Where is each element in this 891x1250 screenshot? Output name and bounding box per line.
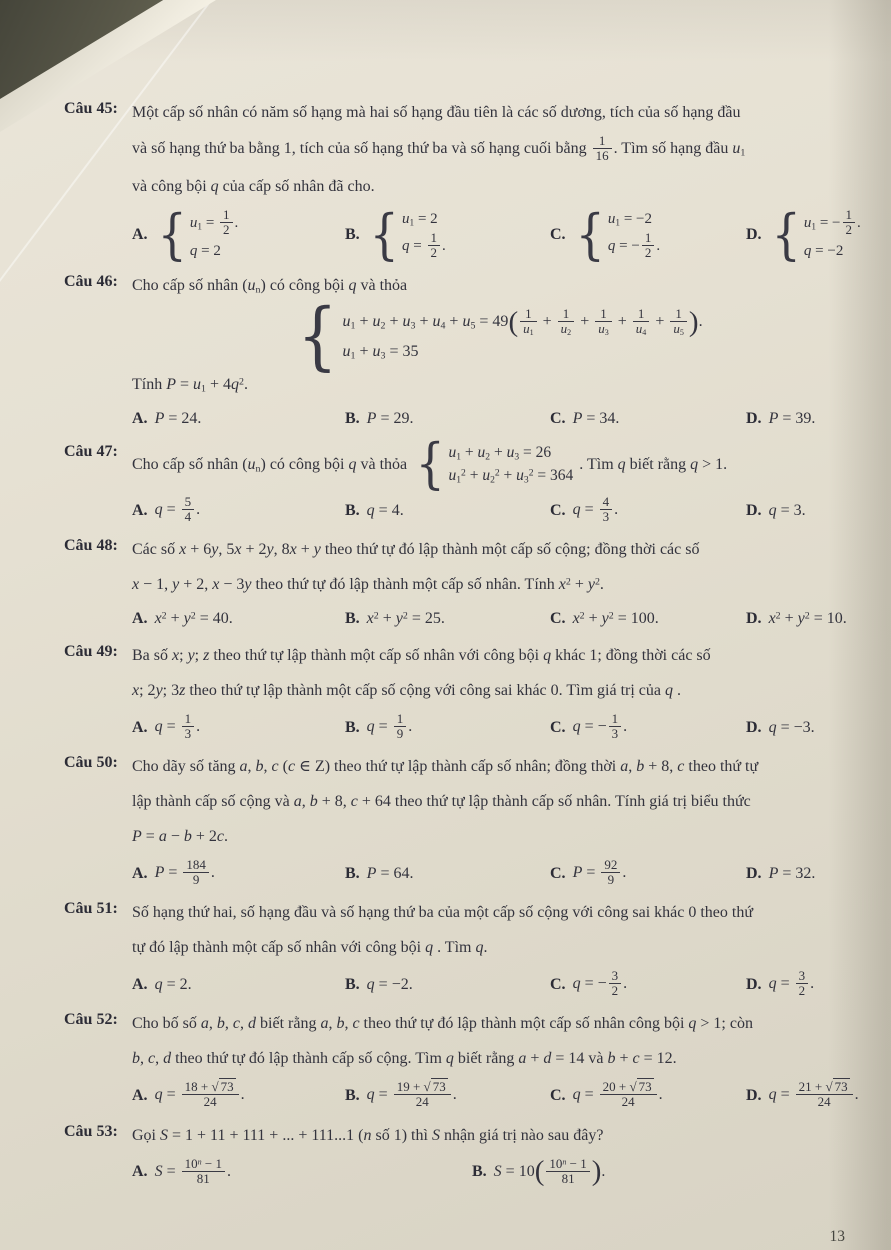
question-48 xyxy=(64,537,865,631)
question-48-options xyxy=(132,607,865,631)
option-letter: D. xyxy=(746,410,762,428)
option-letter: B. xyxy=(472,1163,487,1181)
option-letter: A. xyxy=(132,501,148,519)
option-letter: C. xyxy=(550,610,566,628)
question-50-option-a xyxy=(132,859,345,888)
question-51-option-c xyxy=(550,970,746,999)
question-51-line-1: Số hạng thứ hai, số hạng đầu và số hạng thứ ba của một cấp số cộng với công sai khác 0 theo thứ xyxy=(132,904,754,922)
option-letter: C. xyxy=(550,718,566,736)
question-47-text-post: . Tìm q biết rằng q > 1. xyxy=(579,456,728,474)
equation-system xyxy=(413,432,574,496)
equation-system xyxy=(367,202,446,266)
option-letter: C. xyxy=(550,226,566,244)
option-letter: D. xyxy=(746,226,762,244)
option-value: P = 64. xyxy=(366,864,414,882)
question-50-option-d xyxy=(746,862,865,886)
option-value: q = $\frac{4}{3}$ . xyxy=(572,494,619,525)
option-letter: A. xyxy=(132,226,148,244)
equation-system xyxy=(573,202,661,266)
question-51-option-a xyxy=(132,973,345,997)
option-letter: B. xyxy=(345,410,360,428)
option-value: P = $\frac{184}{9}$ . xyxy=(154,857,215,888)
system-brace: { xyxy=(157,202,187,266)
question-46-option-c xyxy=(550,407,746,431)
option-letter: B. xyxy=(345,975,360,993)
question-51-options xyxy=(132,970,865,999)
question-47-label: Câu 47: xyxy=(64,443,118,461)
question-49-option-b xyxy=(345,713,550,742)
option-value: q = $\frac{1}{9}$ . xyxy=(366,711,413,742)
option-letter: D. xyxy=(746,610,762,628)
question-50-option-b xyxy=(345,862,550,886)
question-45-line-2: và số hạng thứ ba bằng 1, tích của số hạng thứ ba và số hạng cuối bằng $\frac{1}{16}$ . Tìm số hạng đầu $u_1$ xyxy=(132,133,746,164)
question-53-line-1: Gọi S = 1 + 11 + 111 + ... + 111...1 (n số 1) thì S nhận giá trị nào sau đây? xyxy=(132,1126,604,1144)
question-46-option-b xyxy=(345,407,550,431)
question-49-line-2: x; 2y; 3z theo thứ tự lập thành một cấp số cộng với công sai khác 0. Tìm giá trị của q . xyxy=(132,682,681,700)
question-49-option-d xyxy=(746,716,865,740)
system-row: $u_1 + u_2 + u_3 + u_4 + u_5 = 49$( $\frac{1}{u_1}$ + $\frac{1}{u_2}$ + $\frac{1}{u_3}$ + $\frac{1}{u_4}$ + $\frac{1}{u_5}$ ). xyxy=(342,305,703,338)
option-letter: A. xyxy=(132,718,148,736)
option-letter: B. xyxy=(345,718,360,736)
question-48-option-c xyxy=(550,607,746,631)
option-value: P = 32. xyxy=(768,864,816,882)
option-value: q = −2. xyxy=(366,975,413,993)
question-46-ask: Tính $P = u_1 + 4q^2$. xyxy=(132,376,248,395)
question-51-line-2: tự đó lập thành một cấp số nhân với công bội q . Tìm q. xyxy=(132,939,488,957)
equation-system xyxy=(294,292,703,379)
option-value: P = 24. xyxy=(154,410,202,428)
question-52-option-d xyxy=(746,1081,865,1110)
option-value: q = $\frac{5}{4}$ . xyxy=(154,494,201,525)
option-value: $x^2 + y^2 = 10$. xyxy=(768,610,847,628)
option-letter: A. xyxy=(132,975,148,993)
option-value: $x^2 + y^2 = 25$. xyxy=(366,610,445,628)
question-51-label: Câu 51: xyxy=(64,900,118,918)
system-row: q = $\frac{1}{2}$ . xyxy=(402,230,446,261)
question-53-option-a xyxy=(132,1155,472,1187)
option-letter: D. xyxy=(746,864,762,882)
question-47-options xyxy=(132,496,865,525)
system-brace: { xyxy=(771,202,801,266)
question-50-option-c xyxy=(550,859,746,888)
question-52-label: Câu 52: xyxy=(64,1011,118,1029)
question-49-option-a xyxy=(132,713,345,742)
question-50-label: Câu 50: xyxy=(64,754,118,772)
question-48-option-b xyxy=(345,607,550,631)
question-46 xyxy=(64,273,865,431)
question-48-label: Câu 48: xyxy=(64,537,118,555)
page-number: 13 xyxy=(829,1228,845,1245)
equation-system xyxy=(155,202,239,266)
question-49-line-1: Ba số x; y; z theo thứ tự lập thành một cấp số nhân với công bội q khác 1; đồng thời các số xyxy=(132,647,711,665)
question-46-option-d xyxy=(746,407,865,431)
question-47-body xyxy=(132,432,865,496)
option-letter: A. xyxy=(132,864,148,882)
question-48-option-a xyxy=(132,607,345,631)
question-49 xyxy=(64,643,865,742)
equation-system xyxy=(769,202,861,266)
question-48-option-d xyxy=(746,607,865,631)
option-letter: D. xyxy=(746,1086,762,1104)
system-row: $u_1^2 + u_2^2 + u_3^2 = 364$ xyxy=(448,467,574,486)
question-52-option-a xyxy=(132,1081,345,1110)
question-45-line-3: và công bội q của cấp số nhân đã cho. xyxy=(132,178,375,196)
option-value: $x^2 + y^2 = 100$. xyxy=(572,610,659,628)
option-value: S = 10( $\frac{10^n - 1}{81}$ ). xyxy=(493,1155,606,1188)
question-50 xyxy=(64,754,865,888)
question-50-line-2: lập thành cấp số cộng và a, b + 8, c + 64 theo thứ tự lập thành cấp số nhân. Tính giá trị biểu thức xyxy=(132,793,751,811)
system-row: $u_1 = 2$ xyxy=(402,211,438,229)
option-letter: A. xyxy=(132,1163,148,1181)
question-49-option-c xyxy=(550,713,746,742)
option-value: q = $\frac{20 + √ 73}{24}$ . xyxy=(572,1079,663,1110)
option-letter: C. xyxy=(550,1086,566,1104)
option-letter: B. xyxy=(345,226,360,244)
question-48-line-2: x − 1, y + 2, x − 3y theo thứ tự đó lập thành một cấp số nhân. Tính $x^2 + y^2$. xyxy=(132,576,604,594)
system-brace: { xyxy=(297,292,338,379)
system-row: $u_1$ = $\frac{1}{2}$ . xyxy=(189,207,239,238)
question-53-options xyxy=(132,1155,865,1188)
question-47-option-d xyxy=(746,499,865,523)
question-53-label: Câu 53: xyxy=(64,1122,118,1140)
question-45-option-a xyxy=(132,202,345,266)
question-45-option-b xyxy=(345,202,550,266)
option-value: q = $\frac{3}{2}$ . xyxy=(768,968,815,999)
system-brace: { xyxy=(415,432,445,496)
option-letter: B. xyxy=(345,501,360,519)
option-letter: C. xyxy=(550,864,566,882)
option-value: q = − $\frac{3}{2}$ . xyxy=(572,968,628,999)
question-49-label: Câu 49: xyxy=(64,643,118,661)
question-46-intro: Cho cấp số nhân $(u_n)$ có công bội q và thỏa xyxy=(132,277,408,296)
option-letter: D. xyxy=(746,501,762,519)
system-brace: { xyxy=(575,202,605,266)
option-letter: A. xyxy=(132,1086,148,1104)
option-value: P = 39. xyxy=(768,410,816,428)
system-row: $u_1$ = − $\frac{1}{2}$ . xyxy=(803,207,861,238)
question-45-option-c xyxy=(550,202,746,266)
question-47-option-c xyxy=(550,496,746,525)
question-46-label: Câu 46: xyxy=(64,273,118,291)
question-52-option-c xyxy=(550,1081,746,1110)
option-letter: C. xyxy=(550,410,566,428)
page-content xyxy=(64,100,865,1199)
option-value: q = $\frac{19 + √ 73}{24}$ . xyxy=(366,1079,457,1110)
option-letter: C. xyxy=(550,975,566,993)
option-letter: B. xyxy=(345,864,360,882)
option-value: q = − $\frac{1}{3}$ . xyxy=(572,711,628,742)
question-51 xyxy=(64,900,865,999)
option-value: q = 4. xyxy=(366,501,404,519)
option-letter: C. xyxy=(550,501,566,519)
question-47-text-pre: Cho cấp số nhân $(u_n)$ có công bội q và thỏa xyxy=(132,456,408,475)
question-52-line-1: Cho bố số a, b, c, d biết rằng a, b, c theo thứ tự đó lập thành một cấp số nhân công bội q > 1; còn xyxy=(132,1015,753,1033)
system-row: q = − $\frac{1}{2}$ . xyxy=(607,230,661,261)
question-50-line-1: Cho dãy số tăng a, b, c (c ∈ Z) theo thứ tự lập thành cấp số nhân; đồng thời a, b + 8, c theo thứ tự xyxy=(132,758,759,776)
question-52-option-b xyxy=(345,1081,550,1110)
question-50-options xyxy=(132,859,865,888)
option-letter: B. xyxy=(345,610,360,628)
question-52-options xyxy=(132,1081,865,1110)
question-53 xyxy=(64,1123,865,1187)
option-letter: D. xyxy=(746,975,762,993)
option-value: S = $\frac{10^n - 1}{81}$ . xyxy=(154,1155,231,1186)
question-51-option-d xyxy=(746,970,865,999)
system-row: $u_1 + u_3 = 35$ xyxy=(342,343,419,362)
question-48-line-1: Các số x + 6y, 5x + 2y, 8x + y theo thứ tự đó lập thành một cấp số cộng; đồng thời các số xyxy=(132,541,700,559)
question-45 xyxy=(64,100,865,266)
option-value: q = $\frac{21 + √ 73}{24}$ . xyxy=(768,1079,859,1110)
option-value: P = $\frac{92}{9}$ . xyxy=(572,857,627,888)
option-value: q = 3. xyxy=(768,501,806,519)
question-47-option-b xyxy=(345,499,550,523)
question-52-line-2: b, c, d theo thứ tự đó lập thành cấp số cộng. Tìm q biết rằng a + d = 14 và b + c = 12. xyxy=(132,1050,677,1068)
system-row: $u_1 = -2$ xyxy=(607,211,652,229)
question-46-option-a xyxy=(132,407,345,431)
option-value: P = 29. xyxy=(366,410,414,428)
question-50-line-3: P = a − b + 2c. xyxy=(132,828,228,846)
option-letter: B. xyxy=(345,1086,360,1104)
option-letter: D. xyxy=(746,718,762,736)
question-49-options xyxy=(132,713,865,742)
option-value: q = $\frac{18 + √ 73}{24}$ . xyxy=(154,1079,245,1110)
option-value: q = $\frac{1}{3}$ . xyxy=(154,711,201,742)
option-value: P = 34. xyxy=(572,410,620,428)
question-47-option-a xyxy=(132,496,345,525)
question-45-option-d xyxy=(746,202,865,266)
question-52 xyxy=(64,1011,865,1110)
question-45-label: Câu 45: xyxy=(64,100,118,117)
system-row: q = −2 xyxy=(803,243,844,260)
system-row: q = 2 xyxy=(189,243,221,260)
system-brace: { xyxy=(369,202,399,266)
question-51-option-b xyxy=(345,973,550,997)
option-value: q = 2. xyxy=(154,975,192,993)
question-47 xyxy=(64,432,865,525)
option-letter: A. xyxy=(132,610,148,628)
option-value: q = −3. xyxy=(768,718,815,736)
question-46-system-line xyxy=(132,292,865,379)
system-row: $u_1 + u_2 + u_3 = 26$ xyxy=(448,444,552,463)
question-46-options xyxy=(132,407,865,431)
question-53-option-b xyxy=(472,1155,865,1188)
question-45-options xyxy=(132,202,865,266)
question-45-line-1: Một cấp số nhân có năm số hạng mà hai số hạng đầu tiên là các số dương, tích của số hạng đầu xyxy=(132,104,741,121)
option-letter: A. xyxy=(132,410,148,428)
option-value: $x^2 + y^2 = 40$. xyxy=(154,610,233,628)
